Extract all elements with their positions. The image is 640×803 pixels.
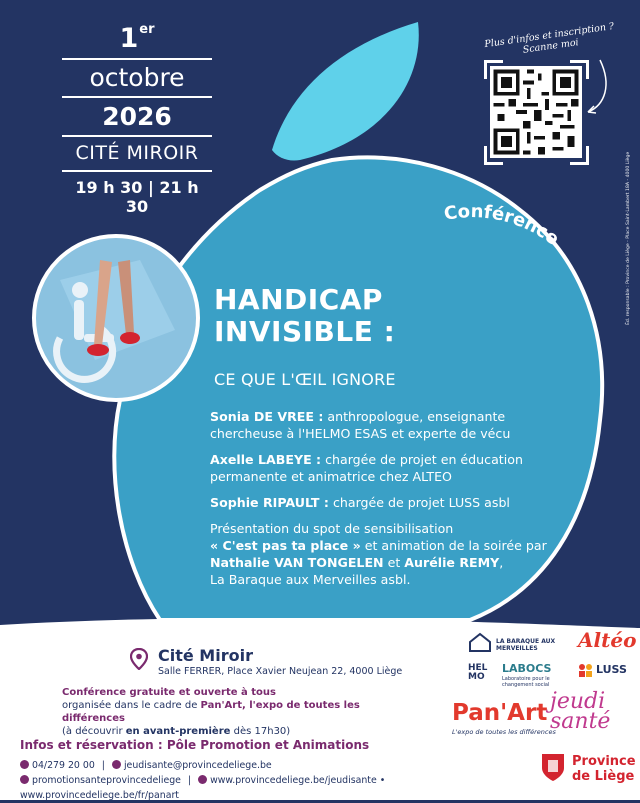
context-note: organisée dans le cadre de Pan'Art, l'expo de toutes les différences — [62, 700, 360, 724]
logo-labocs: LABOCS — [502, 662, 552, 675]
logo-baraque: LA BARAQUE AUX MERVEILLES — [468, 632, 558, 656]
event-venue: CITÉ MIROIR — [75, 142, 199, 164]
event-year: 2026 — [102, 102, 172, 131]
footer-notes — [62, 686, 422, 738]
title-line-2: INVISIBLE : — [214, 315, 396, 348]
date-block — [62, 14, 212, 216]
logo-luss: LUSS — [578, 662, 594, 681]
svg-text:Conférence: Conférence — [442, 201, 563, 250]
divider — [62, 170, 212, 172]
logo-helmo: HEL MO — [468, 663, 488, 682]
event-type-curve — [440, 200, 590, 280]
email-link[interactable]: jeudisante@provincedeliege.be — [123, 760, 272, 771]
location-pin-icon — [130, 648, 148, 670]
footer-venue: Cité Miroir — [158, 646, 253, 665]
speaker-item: Sonia DE VREE : anthropologue, enseignante chercheuse à l'HELMO ESAS et experte de vécu — [210, 409, 511, 441]
labocs-tagline: Laboratoire pour le changement social — [502, 676, 550, 688]
people-icon — [578, 663, 594, 677]
publisher-legal-text: Éd. responsable : Province de Liège - Place Saint-Lambert 18A - 4000 Liège — [626, 151, 631, 325]
divider — [62, 96, 212, 98]
facebook-icon — [20, 775, 29, 784]
qr-code[interactable] — [490, 66, 582, 158]
speaker-item: Axelle LABEYE : chargée de projet en éducation permanente et animatrice chez ALTEO — [210, 452, 523, 484]
contact-info: 04/279 20 00 | jeudisante@provincedeliege.be promotionsanteprovincedeliege | www.provincedeliege.be/jeudisante • www.provincedeliege.be/fr/panart — [20, 760, 386, 801]
website-links[interactable]: www.provincedeliege.be/jeudisante • www.provincedeliege.be/fr/panart — [20, 775, 386, 801]
title-line-1: HANDICAP — [214, 283, 383, 316]
speaker-item: Sophie RIPAULT : chargée de projet LUSS asbl — [210, 495, 510, 510]
qr-note: Plus d'infos et inscription ? Scanne moi — [483, 21, 615, 56]
logo-province: Province de Liège — [540, 752, 566, 786]
footer-address: Salle FERRER, Place Xavier Neujean 22, 4000 Liège — [158, 666, 403, 677]
event-month: octobre — [89, 63, 185, 92]
event-title — [214, 284, 454, 348]
panart-tagline: L'expo de toutes les différences — [452, 728, 556, 736]
divider — [62, 58, 212, 60]
province-crest-icon — [540, 752, 566, 782]
logo-panart: Pan'Art — [452, 700, 548, 726]
email-icon — [112, 760, 121, 769]
event-hours: 19 h 30 | 21 h 30 — [75, 178, 199, 216]
facebook-link[interactable]: promotionsanteprovincedeliege — [32, 775, 181, 786]
presentation-text: Présentation du spot de sensibilisation « C'est pas ta place » et animation de la soirée par Nathalie VAN TONGELEN et Aurélie REMY, La Baraque aux Merveilles asbl. — [210, 521, 547, 587]
preview-note: (à découvrir en avant-première dès 17h30) — [62, 726, 291, 737]
info-heading: Infos et réservation : Pôle Promotion et Animations — [20, 738, 370, 752]
event-day: 1er — [119, 22, 155, 54]
free-entry-note: Conférence gratuite et ouverte à tous — [62, 687, 276, 698]
phone-icon — [20, 760, 29, 769]
web-icon — [198, 775, 207, 784]
logo-jeudisante: jeudi santé — [550, 689, 611, 734]
event-subtitle: CE QUE L'ŒIL IGNORE — [214, 370, 396, 389]
phone-number[interactable]: 04/279 20 00 — [32, 760, 95, 771]
speakers-list — [210, 408, 555, 588]
house-icon — [468, 632, 492, 652]
logo-alteo: Altéo — [578, 628, 637, 652]
divider — [62, 135, 212, 137]
event-type — [440, 200, 590, 285]
